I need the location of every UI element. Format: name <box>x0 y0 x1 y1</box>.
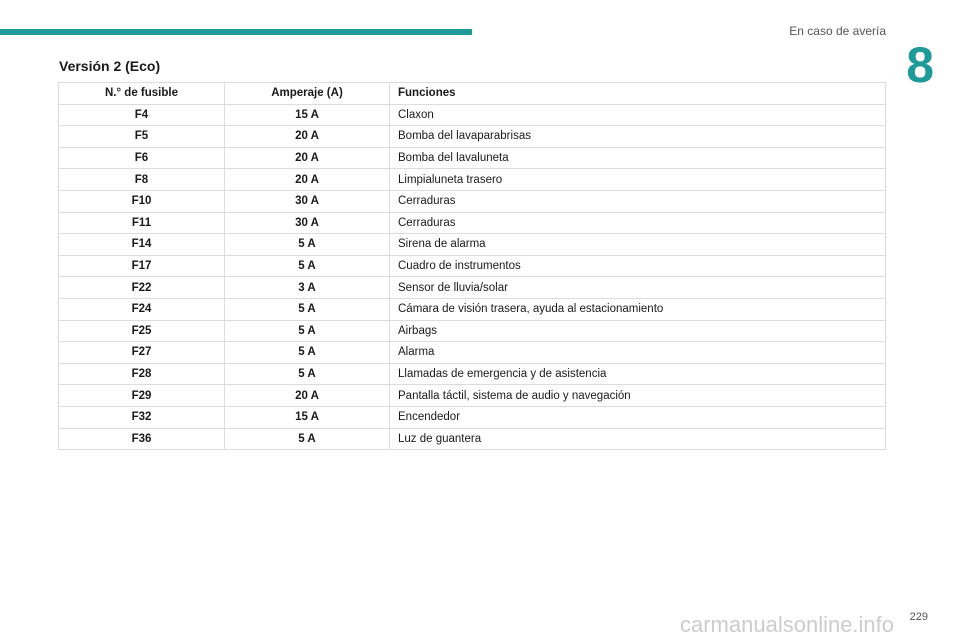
page-number: 229 <box>909 611 928 623</box>
table-row <box>59 212 886 234</box>
amperage-cell: 20 A <box>225 169 390 191</box>
table-row <box>59 363 886 385</box>
function-cell: Bomba del lavaparabrisas <box>390 126 886 148</box>
amperage-cell: 5 A <box>225 298 390 320</box>
fuse-number-cell: F36 <box>59 428 225 450</box>
table-row <box>59 190 886 212</box>
table-row <box>59 277 886 299</box>
function-cell: Luz de guantera <box>390 428 886 450</box>
function-cell: Cerraduras <box>390 190 886 212</box>
chapter-title: En caso de avería <box>789 24 886 38</box>
amperage-cell: 20 A <box>225 147 390 169</box>
amperage-cell: 30 A <box>225 212 390 234</box>
header-fuse-number: N.° de fusible <box>59 83 225 105</box>
table-row <box>59 234 886 256</box>
fuse-number-cell: F28 <box>59 363 225 385</box>
fuse-number-cell: F17 <box>59 255 225 277</box>
function-cell: Encendedor <box>390 406 886 428</box>
fuse-number-cell: F24 <box>59 298 225 320</box>
function-cell: Sensor de lluvia/solar <box>390 277 886 299</box>
amperage-cell: 15 A <box>225 104 390 126</box>
amperage-cell: 20 A <box>225 385 390 407</box>
table-row <box>59 255 886 277</box>
table-row <box>59 406 886 428</box>
amperage-cell: 20 A <box>225 126 390 148</box>
fuse-table <box>58 82 886 450</box>
function-cell: Alarma <box>390 342 886 364</box>
function-cell: Sirena de alarma <box>390 234 886 256</box>
table-row <box>59 104 886 126</box>
amperage-cell: 5 A <box>225 363 390 385</box>
amperage-cell: 5 A <box>225 320 390 342</box>
table-row <box>59 428 886 450</box>
function-cell: Cámara de visión trasera, ayuda al estacionamiento <box>390 298 886 320</box>
function-cell: Claxon <box>390 104 886 126</box>
watermark: carmanualsonline.info <box>680 612 895 637</box>
table-row <box>59 147 886 169</box>
amperage-cell: 5 A <box>225 342 390 364</box>
fuse-table-body <box>59 104 886 450</box>
table-row <box>59 126 886 148</box>
amperage-cell: 5 A <box>225 428 390 450</box>
table-header-row <box>59 83 886 105</box>
function-cell: Limpialuneta trasero <box>390 169 886 191</box>
table-row <box>59 342 886 364</box>
fuse-number-cell: F4 <box>59 104 225 126</box>
function-cell: Airbags <box>390 320 886 342</box>
fuse-number-cell: F14 <box>59 234 225 256</box>
header-amperage: Amperaje (A) <box>225 83 390 105</box>
function-cell: Bomba del lavaluneta <box>390 147 886 169</box>
table-row <box>59 298 886 320</box>
function-cell: Pantalla táctil, sistema de audio y navegación <box>390 385 886 407</box>
fuse-number-cell: F22 <box>59 277 225 299</box>
function-cell: Cerraduras <box>390 212 886 234</box>
table-row <box>59 169 886 191</box>
table-row <box>59 320 886 342</box>
amperage-cell: 3 A <box>225 277 390 299</box>
amperage-cell: 15 A <box>225 406 390 428</box>
fuse-number-cell: F11 <box>59 212 225 234</box>
fuse-number-cell: F10 <box>59 190 225 212</box>
fuse-number-cell: F29 <box>59 385 225 407</box>
fuse-number-cell: F6 <box>59 147 225 169</box>
header-accent-bar <box>0 29 472 35</box>
fuse-number-cell: F25 <box>59 320 225 342</box>
chapter-number: 8 <box>906 37 934 93</box>
fuse-number-cell: F8 <box>59 169 225 191</box>
fuse-number-cell: F5 <box>59 126 225 148</box>
header-functions: Funciones <box>390 83 886 105</box>
function-cell: Cuadro de instrumentos <box>390 255 886 277</box>
fuse-number-cell: F32 <box>59 406 225 428</box>
section-title: Versión 2 (Eco) <box>59 58 161 74</box>
amperage-cell: 30 A <box>225 190 390 212</box>
amperage-cell: 5 A <box>225 234 390 256</box>
amperage-cell: 5 A <box>225 255 390 277</box>
function-cell: Llamadas de emergencia y de asistencia <box>390 363 886 385</box>
fuse-number-cell: F27 <box>59 342 225 364</box>
table-row <box>59 385 886 407</box>
